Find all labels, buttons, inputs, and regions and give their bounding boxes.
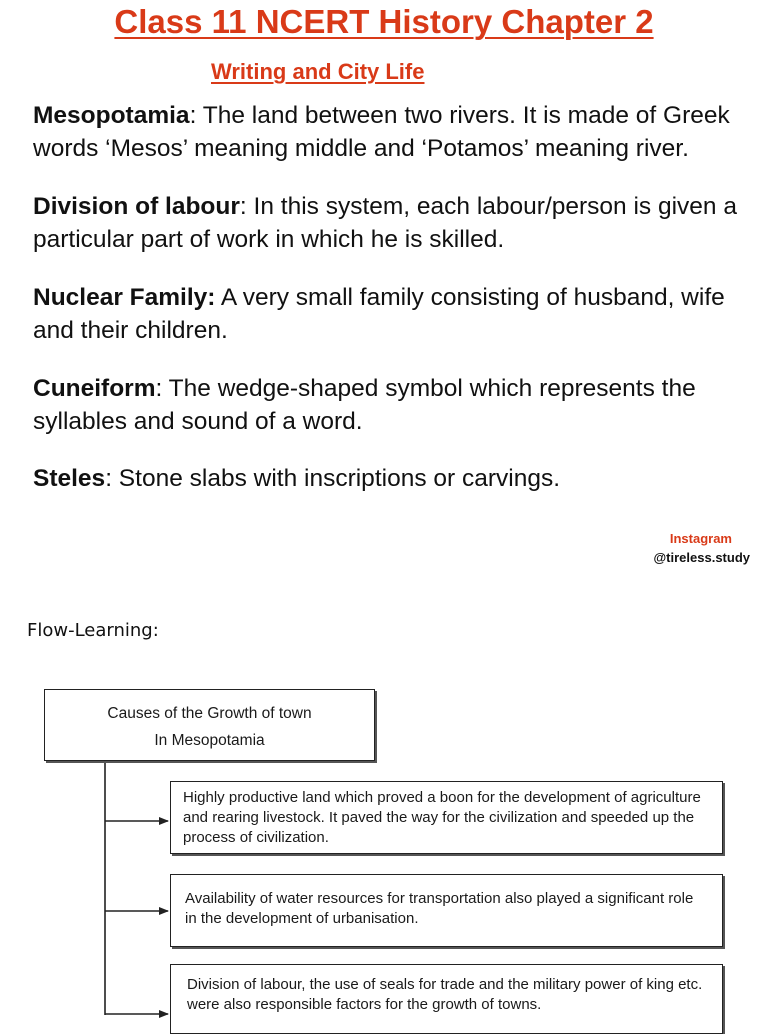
flow-main-box [44,689,375,761]
definition-text: A very small family consisting of husband, wife and their children. [33,284,725,344]
instagram-label: Instagram [669,531,732,546]
flow-main-line-2: In Mesopotamia [154,732,265,749]
flow-main-line-1: Causes of the Growth of town [107,705,312,722]
chapter-subtitle: Writing and City Life [211,59,425,84]
definition-term: Cuneiform [33,375,156,402]
page-title: Class 11 NCERT History Chapter 2 [114,3,654,40]
flow-cause-box-2: Availability of water resources for transportation also played a significant role in the development of urbanisation. [170,874,723,947]
definition-text: In this system, each labour/person is given a particular part of work in which he is skilled. [33,193,737,253]
definition-text: Stone slabs with inscriptions or carvings. [112,465,560,492]
flow-cause-box-1: Highly productive land which proved a boon for the development of agriculture and rearing livestock. It paved the way for the civilization and speeded up the process of civilization. [170,781,723,854]
definition-separator: : [105,465,112,492]
definition-separator: : [239,193,247,220]
definition-term: Mesopotamia [33,102,190,129]
definition-term: Nuclear Family: [33,284,216,311]
flow-cause-box-3: Division of labour, the use of seals for trade and the military power of king etc. were also responsible factors for the growth of towns. [170,964,723,1034]
definition-separator: : [155,375,163,402]
instagram-handle: @tireless.study [653,550,750,565]
definition-text: The wedge-shaped symbol which represents the syllables and sound of a word. [33,375,696,435]
definition-separator: : [189,102,197,129]
definition-term: Division of labour [33,193,240,220]
flow-learning-label: Flow-Learning: [27,620,159,641]
definition-term: Steles [33,465,106,492]
definition-text: The land between two rivers. It is made of Greek words ‘Mesos’ meaning middle and ‘Potamos’ meaning river. [33,102,730,162]
